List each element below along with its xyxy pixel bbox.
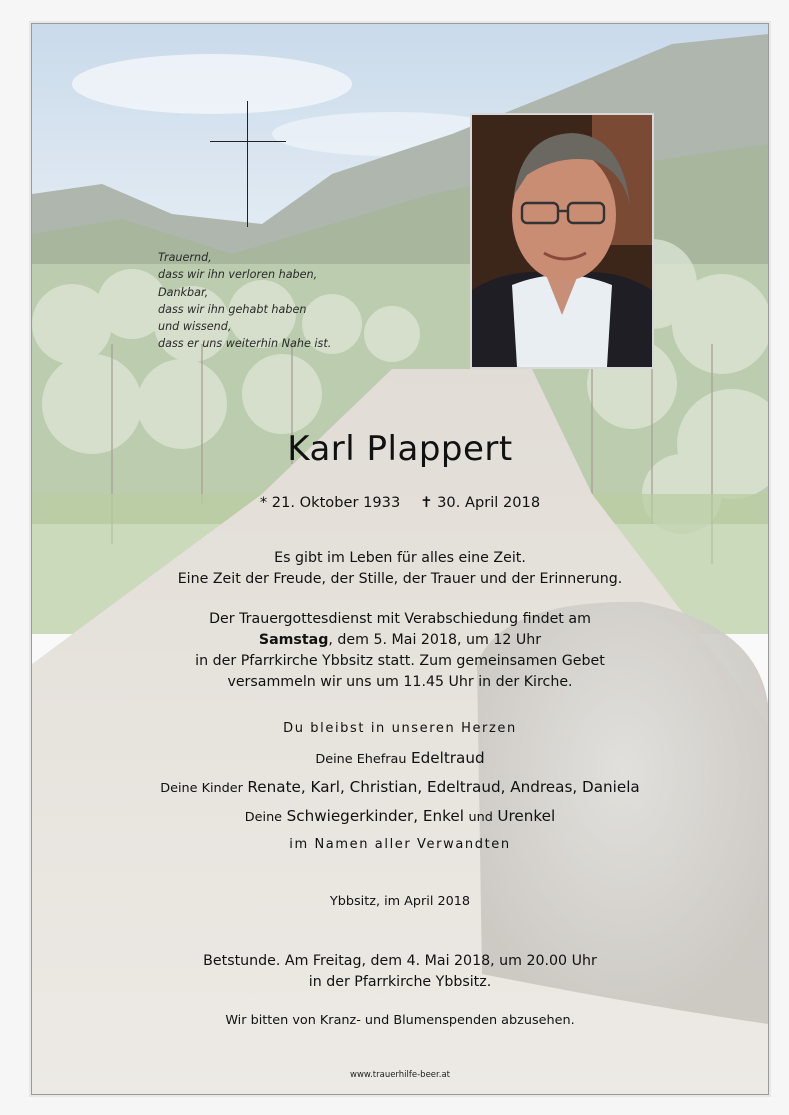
portrait-photo	[470, 113, 654, 369]
service-line: versammeln wir uns um 11.45 Uhr in der Kirche.	[227, 674, 573, 690]
poem-line: dass wir ihn verloren haben,	[158, 268, 318, 282]
poem-line: dass er uns weiterhin Nahe ist.	[158, 337, 332, 351]
family-children	[32, 778, 768, 796]
cross-icon	[210, 101, 286, 227]
death-date: 30. April 2018	[437, 494, 541, 511]
family-outro: im Namen aller Verwandten	[289, 837, 511, 852]
quote-line: Eine Zeit der Freude, der Stille, der Trauer und der Erinnerung.	[177, 571, 623, 587]
prayer-announcement	[32, 951, 768, 993]
family-intro: Du bleibst in unseren Herzen	[283, 721, 517, 736]
children-label: Deine Kinder	[160, 781, 243, 796]
prayer-line: Betstunde. Am Freitag, dem 4. Mai 2018, um 20.00 Uhr	[203, 953, 597, 969]
service-line: Der Trauergottesdienst mit Verabschiedung findet am	[209, 611, 591, 627]
obituary-frame	[31, 23, 769, 1095]
website-link[interactable]: www.trauerhilfe-beer.at	[350, 1070, 450, 1080]
deceased-name: Karl Plappert	[287, 429, 513, 469]
service-announcement	[32, 609, 768, 693]
poem-line: und wissend,	[158, 320, 232, 334]
prayer-line: in der Pfarrkirche Ybbsitz.	[308, 974, 492, 990]
family-extended	[32, 807, 768, 825]
place-date: Ybbsitz, im April 2018	[329, 894, 471, 909]
service-day: Samstag	[258, 632, 329, 648]
extended-conjunction: und	[468, 810, 493, 825]
poem-line: Dankbar,	[158, 285, 209, 299]
extended-names-1: Schwiegerkinder, Enkel	[286, 807, 464, 825]
poem-line: Trauernd,	[158, 251, 212, 264]
wife-name: Edeltraud	[411, 749, 485, 767]
service-line: in der Pfarrkirche Ybbsitz statt. Zum gemeinsamen Gebet	[195, 653, 605, 669]
extended-names-2: Urenkel	[497, 807, 556, 825]
children-names: Renate, Karl, Christian, Edeltraud, Andreas, Daniela	[247, 778, 640, 796]
quote-line: Es gibt im Leben für alles eine Zeit.	[274, 550, 526, 566]
poem	[158, 249, 388, 353]
service-datetime: , dem 5. Mai 2018, um 12 Uhr	[328, 632, 542, 648]
poem-line: dass wir ihn gehabt haben	[158, 302, 307, 316]
birth-star-icon: *	[259, 494, 268, 511]
family-wife	[32, 749, 768, 767]
quote	[32, 548, 768, 590]
birth-date: 21. Oktober 1933	[271, 494, 401, 511]
service-line	[32, 630, 768, 651]
extended-label: Deine	[244, 810, 283, 825]
death-cross-icon: ✝	[420, 494, 433, 511]
life-dates	[32, 494, 768, 511]
donation-request: Wir bitten von Kranz- und Blumenspenden abzusehen.	[225, 1013, 575, 1028]
wife-label: Deine Ehefrau	[315, 752, 407, 767]
